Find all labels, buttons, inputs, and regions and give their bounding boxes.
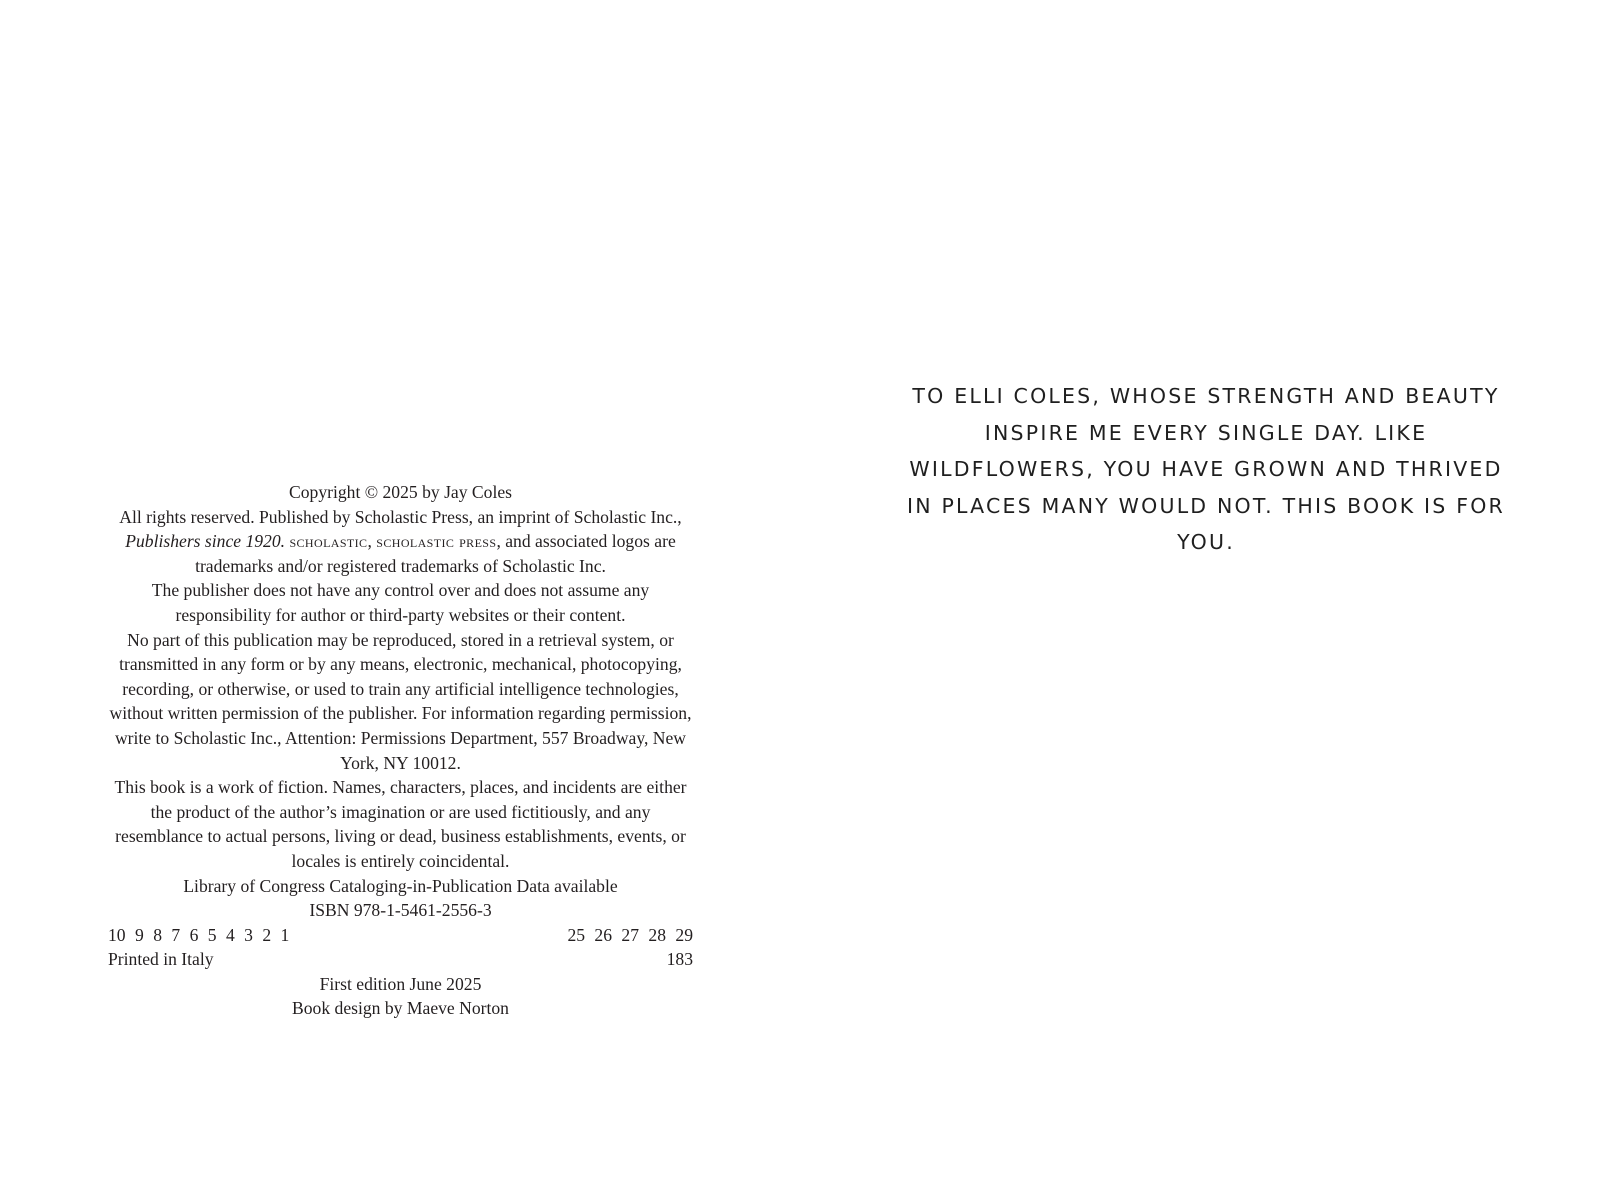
trademark-separator: ,: [367, 531, 372, 552]
trademark-tail: , and associated logos are trademarks and/or registered trademarks of Scholastic Inc.: [195, 531, 676, 576]
print-numbers: 10 9 8 7 6 5 4 3 2 1: [108, 924, 290, 945]
isbn: ISBN 978-1-5461-2556-3: [309, 900, 492, 921]
year-numbers: 25 26 27 28 29: [567, 924, 693, 945]
book-design-credit: Book design by Maeve Norton: [292, 998, 509, 1019]
reproduction-notice: No part of this publication may be reproduced, stored in a retrieval system, or transmitted in any form or by any means, electronic, mechanical, photocopying, recording, or otherwise, or used to train any artificial intelligence technologies, without written permission of the publisher. For information regarding permission, write to Scholastic Inc., Attention: Permissions Department, 557 Broadway, New York, NY 10012.: [109, 629, 692, 773]
publishers-since: Publishers since 1920.: [125, 531, 286, 552]
websites-notice: The publisher does not have any control over and does not assume any responsibility for author or third-party websites or their content.: [151, 580, 650, 625]
edition: First edition June 2025: [319, 973, 482, 994]
printer-code: 183: [666, 949, 693, 970]
print-line-row: [108, 923, 693, 948]
printer-row: [108, 947, 693, 972]
trademark-scholastic: scholastic: [289, 531, 368, 552]
copyright-line: Copyright © 2025 by Jay Coles: [288, 482, 513, 502]
rights-lead: All rights reserved. Published by Scholastic Press, an imprint of Scholastic Inc.,: [119, 506, 682, 527]
dedication-text: TO ELLI COLES, WHOSE STRENGTH AND BEAUTY INSPIRE ME EVERY SINGLE DAY. LIKE WILDFLOWERS, YOU HAVE GROWN AND THRIVED IN PLACES MANY WOULD NOT. THIS BOOK IS FOR YOU.: [906, 384, 1505, 554]
rights-statement: [108, 505, 693, 579]
trademark-scholastic-press: scholastic press: [376, 531, 497, 552]
cip-data: Library of Congress Cataloging-in-Publication Data available: [183, 875, 618, 896]
copyright-page: [108, 480, 693, 1021]
fiction-notice: This book is a work of fiction. Names, characters, places, and incidents are either the product of the author’s imagination or are used fictitiously, and any resemblance to actual persons, living or dead, business establishments, events, or locales is entirely coincidental.: [114, 777, 687, 871]
printed-in: Printed in Italy: [108, 949, 214, 970]
